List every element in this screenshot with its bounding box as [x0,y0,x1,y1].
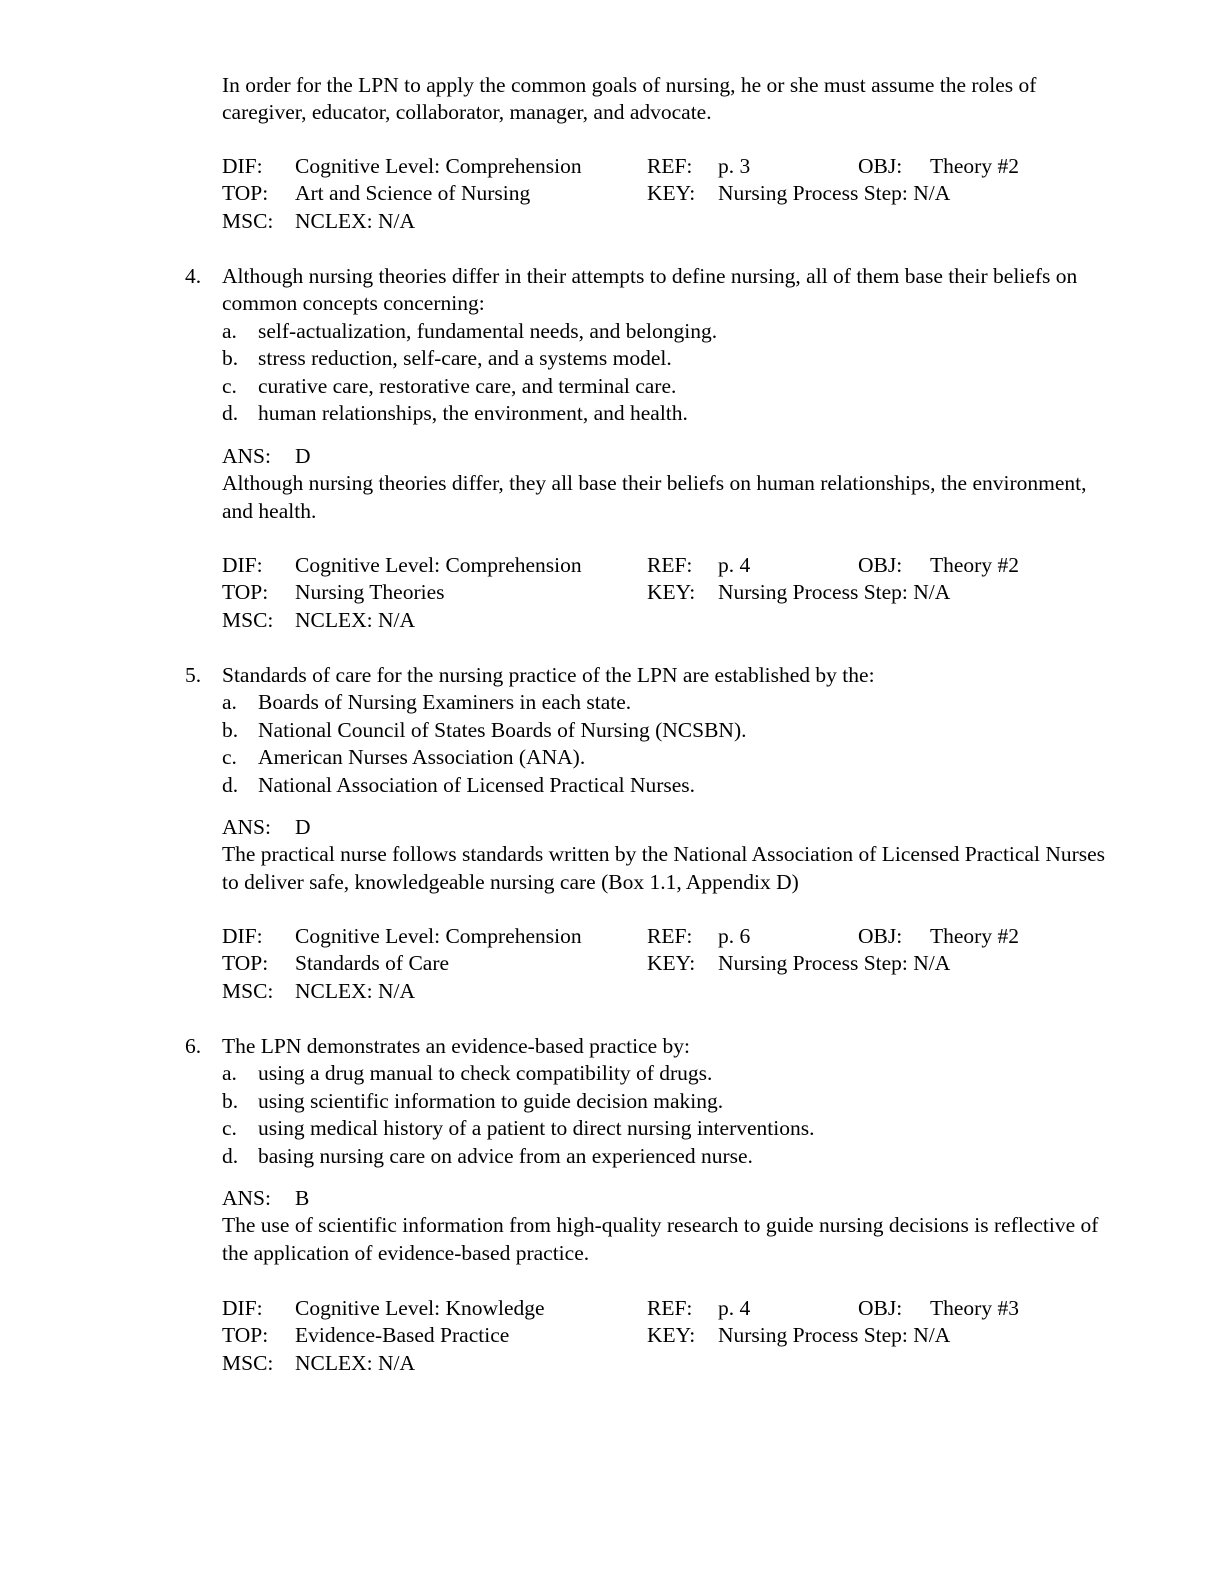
ref-label: REF: [647,1296,693,1320]
ans-label: ANS: [222,1186,271,1210]
ref-value: p. 4 [718,1296,751,1320]
key-label: KEY: [647,181,696,206]
msc-value: NCLEX: N/A [295,208,416,233]
top-label: TOP: [222,951,269,976]
answer-value: D [295,815,311,839]
dif-value: Cognitive Level: Comprehension [295,154,582,178]
key-value: Nursing Process Step: N/A [718,580,951,605]
option-a: a. self-actualization, fundamental needs, and belonging. [222,318,718,343]
ref-value: p. 3 [718,154,751,178]
obj-value: Theory #2 [930,154,1019,178]
key-label: KEY: [647,951,696,976]
intro-rationale: In order for the LPN to apply the common goals of nursing, he or she must assume the roles of caregiver, educator, collaborator, manager, and advocate. [222,73,1037,125]
top-label: TOP: [222,181,269,206]
top-value: Evidence-Based Practice [295,1323,510,1348]
option-c: c. using medical history of a patient to direct nursing interventions. [222,1116,815,1141]
ans-label: ANS: [222,444,271,468]
key-label: KEY: [647,1323,696,1348]
ref-label: REF: [647,154,693,178]
ref-label: REF: [647,553,693,577]
msc-value: NCLEX: N/A [295,607,416,632]
options-list [185,689,1115,799]
question-number: 4. [185,264,202,288]
msc-value: NCLEX: N/A [295,1350,416,1375]
question-number: 6. [185,1034,202,1058]
key-label: KEY: [647,580,696,605]
key-value: Nursing Process Step: N/A [718,1323,951,1348]
obj-value: Theory #3 [930,1296,1019,1320]
question-5-meta [222,923,1122,1005]
dif-value: Cognitive Level: Knowledge [295,1296,545,1320]
top-value: Standards of Care [295,951,450,976]
ref-value: p. 6 [718,924,751,948]
dif-value: Cognitive Level: Comprehension [295,553,582,577]
msc-value: NCLEX: N/A [295,978,416,1003]
option-d: d. human relationships, the environment, and health. [222,400,688,425]
option-c: c. curative care, restorative care, and terminal care. [222,373,677,398]
question-number: 5. [185,663,202,687]
obj-label: OBJ: [858,553,903,577]
option-b: b. using scientific information to guide decision making. [222,1088,724,1113]
answer-rationale: Although nursing theories differ, they all base their beliefs on human relationships, the environment, and health. [222,471,1087,523]
answer-block-4 [222,443,1112,525]
answer-rationale: The use of scientific information from high-quality research to guide nursing decisions is reflective of the application of evidence-based practice. [222,1213,1099,1265]
obj-label: OBJ: [858,924,903,948]
msc-label: MSC: [222,978,274,1003]
answer-value: B [295,1186,310,1210]
dif-label: DIF: [222,1296,263,1320]
key-value: Nursing Process Step: N/A [718,181,951,206]
options-list [185,318,1115,428]
msc-label: MSC: [222,607,274,632]
question-4-meta [222,552,1122,634]
question-stem: Although nursing theories differ in their attempts to define nursing, all of them base their beliefs on common concepts concerning: [222,264,1078,316]
option-d: d. basing nursing care on advice from an experienced nurse. [222,1143,753,1168]
option-d: d. National Association of Licensed Practical Nurses. [222,772,696,797]
answer-value: D [295,444,311,468]
intro-meta [222,153,1122,235]
msc-label: MSC: [222,208,274,233]
question-6-meta [222,1295,1122,1377]
dif-label: DIF: [222,924,263,948]
top-label: TOP: [222,580,269,605]
dif-label: DIF: [222,553,263,577]
obj-label: OBJ: [858,1296,903,1320]
question-stem: Standards of care for the nursing practice of the LPN are established by the: [222,663,875,687]
options-list [185,1060,1115,1170]
option-a: a. Boards of Nursing Examiners in each state. [222,690,632,715]
obj-value: Theory #2 [930,553,1019,577]
ans-label: ANS: [222,815,271,839]
msc-label: MSC: [222,1350,274,1375]
option-b: b. stress reduction, self-care, and a systems model. [222,346,672,371]
option-b: b. National Council of States Boards of Nursing (NCSBN). [222,717,747,742]
obj-value: Theory #2 [930,924,1019,948]
question-stem: The LPN demonstrates an evidence-based practice by: [222,1034,691,1058]
top-label: TOP: [222,1323,269,1348]
top-value: Nursing Theories [295,580,445,605]
top-value: Art and Science of Nursing [295,181,531,206]
dif-value: Cognitive Level: Comprehension [295,924,582,948]
answer-block-6 [222,1185,1112,1267]
option-c: c. American Nurses Association (ANA). [222,745,586,770]
ref-value: p. 4 [718,553,751,577]
obj-label: OBJ: [858,154,903,178]
dif-label: DIF: [222,154,263,178]
answer-rationale: The practical nurse follows standards written by the National Association of Licensed Practical Nurses to deliver safe, knowledgeable nursing care (Box 1.1, Appendix D) [222,842,1106,894]
ref-label: REF: [647,924,693,948]
key-value: Nursing Process Step: N/A [718,951,951,976]
option-a: a. using a drug manual to check compatibility of drugs. [222,1061,713,1086]
answer-block-5 [222,814,1112,896]
